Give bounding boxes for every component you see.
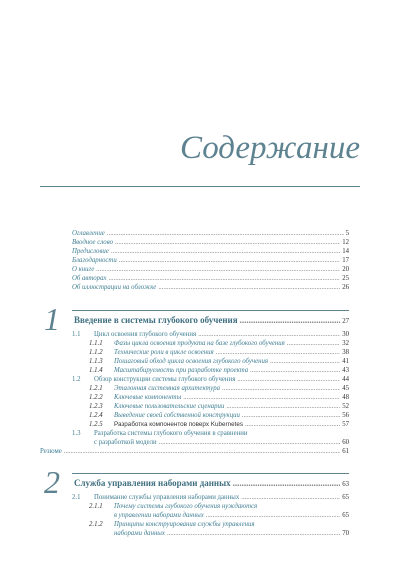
section-title: Обзор конструкции системы глубокого обучения	[94, 376, 236, 383]
chapter-title: Служба управления наборами данных	[74, 478, 231, 488]
chapter-title-entry[interactable]	[74, 314, 349, 328]
dot-leader	[119, 256, 340, 265]
dot-leader	[240, 314, 341, 326]
chapter-divider	[72, 473, 349, 474]
section-title: Выведение своей собственной конструкции	[114, 412, 240, 419]
toc-entry[interactable]	[72, 274, 349, 283]
toc-subsection[interactable]	[89, 357, 349, 366]
toc-entry[interactable]	[72, 283, 349, 292]
toc-subsection[interactable]	[89, 502, 349, 511]
page-number: 45	[342, 385, 349, 392]
chapter-title: Введение в системы глубокого обучения	[74, 315, 238, 325]
dot-leader	[242, 411, 340, 420]
page-number: 56	[342, 412, 349, 419]
chapter-divider	[72, 310, 349, 311]
toc-subsection-continuation[interactable]	[114, 529, 349, 538]
page-number: 14	[342, 248, 349, 255]
page-number: 41	[342, 358, 349, 365]
section-number: 1.2.2	[89, 394, 103, 401]
section-title-continuation: в управлении наборами данных	[114, 512, 204, 519]
page-number: 48	[342, 394, 349, 401]
page-number: 70	[342, 530, 349, 537]
section-title-continuation: наборами данных	[114, 530, 165, 537]
section-number: 2.1.1	[89, 503, 103, 510]
chapter-number: 2	[44, 464, 60, 500]
chapter-sections	[40, 330, 349, 456]
toc-entry[interactable]	[72, 247, 349, 256]
chapter-title-entry[interactable]	[74, 477, 349, 491]
toc-entry-label: Об иллюстрации на обложке	[72, 284, 157, 291]
dot-leader	[222, 384, 340, 393]
page-number: 12	[342, 239, 349, 246]
page-number: 57	[342, 421, 349, 428]
dot-leader	[226, 402, 340, 411]
dot-leader	[183, 393, 340, 402]
page-number: 60	[342, 439, 349, 446]
toc-entry-label: Об авторах	[72, 275, 107, 282]
toc-subsection[interactable]	[89, 402, 349, 411]
toc-summary[interactable]	[40, 447, 349, 456]
toc-section-continuation[interactable]	[94, 438, 349, 447]
section-title: Фазы цикла освоения продукта на базе глубокого обучения	[114, 340, 285, 347]
section-title: Разработка компонентов поверх Kubernetes	[114, 421, 243, 428]
dot-leader	[237, 375, 340, 384]
section-number: 1.2.1	[89, 385, 103, 392]
toc-subsection[interactable]	[89, 393, 349, 402]
section-number: 1.1.4	[89, 367, 103, 374]
toc-subsection[interactable]	[89, 520, 349, 529]
section-title: Понимание службы управления наборами данных	[94, 494, 240, 501]
section-number: 2.1	[72, 494, 81, 501]
dot-leader	[233, 477, 341, 489]
section-title: Эталонная системная архитектура	[114, 385, 220, 392]
section-title: Резюме	[40, 448, 62, 455]
page-number: 25	[342, 275, 349, 282]
dot-leader	[241, 493, 340, 502]
toc-entry[interactable]	[72, 238, 349, 247]
page-number: 30	[342, 331, 349, 338]
dot-leader	[115, 238, 340, 247]
page-number: 17	[342, 257, 349, 264]
toc-entry-label: Благодарности	[72, 257, 117, 264]
page-number: 61	[342, 448, 349, 455]
page-number: 63	[342, 481, 349, 488]
toc-entry[interactable]	[72, 256, 349, 265]
page-number: 26	[342, 284, 349, 291]
toc-subsection[interactable]	[89, 339, 349, 348]
page-number: 52	[342, 403, 349, 410]
page-number: 65	[342, 512, 349, 519]
section-title: Ключевые компоненты	[114, 394, 182, 401]
toc-entry[interactable]	[72, 229, 349, 238]
section-title: Пошаговый обход цикла освоения глубокого обучения	[114, 358, 269, 365]
dot-leader	[245, 420, 340, 429]
toc-section[interactable]	[72, 493, 349, 502]
section-title: Почему системы глубокого обучения нуждаются	[114, 503, 258, 510]
toc-subsection[interactable]	[89, 348, 349, 357]
page-number: 38	[342, 349, 349, 356]
section-title: Масштабируемость при разработке проекта	[114, 367, 249, 374]
dot-leader	[216, 348, 341, 357]
dot-leader	[250, 366, 340, 375]
section-title: Принципы конструирования службы управления	[114, 521, 255, 528]
dot-leader	[198, 330, 340, 339]
chapter-number: 1	[44, 301, 60, 337]
toc-section[interactable]	[72, 330, 349, 339]
section-number: 1.1.3	[89, 358, 103, 365]
section-title: Цикл освоения глубокого обучения	[94, 331, 197, 338]
section-number: 1.2.3	[89, 403, 103, 410]
section-number: 1.3	[72, 430, 81, 437]
page-number: 65	[342, 494, 349, 501]
front-matter-list	[72, 229, 349, 292]
dot-leader	[107, 229, 344, 238]
dot-leader	[270, 357, 340, 366]
toc-entry[interactable]	[72, 265, 349, 274]
toc-section[interactable]	[72, 375, 349, 384]
section-number: 1.1.1	[89, 340, 103, 347]
dot-leader	[109, 274, 341, 283]
dot-leader	[206, 511, 340, 520]
page-number: 5	[345, 230, 349, 237]
section-title: Разработка системы глубокого обучения в сравнении	[94, 430, 248, 437]
section-number: 1.1	[72, 331, 81, 338]
section-title-continuation: с разработкой модели	[94, 439, 157, 446]
section-number: 1.2	[72, 376, 81, 383]
page-number: 43	[342, 367, 349, 374]
section-number: 1.2.4	[89, 412, 103, 419]
page-number: 32	[342, 340, 349, 347]
dot-leader	[167, 529, 340, 538]
toc-subsection[interactable]	[89, 366, 349, 375]
toc-entry-label: О книге	[72, 266, 95, 273]
toc-entry-label: Оглавление	[72, 230, 105, 237]
dot-leader	[64, 447, 340, 456]
toc-entry-label: Вводное слово	[72, 239, 113, 246]
page-number: 44	[342, 376, 349, 383]
dot-leader	[159, 438, 341, 447]
page-number: 27	[342, 318, 349, 325]
dot-leader	[111, 247, 340, 256]
chapter-sections	[40, 493, 349, 538]
toc-subsection-continuation[interactable]	[114, 511, 349, 520]
dot-leader	[287, 339, 340, 348]
toc-subsection[interactable]	[89, 384, 349, 393]
page-number: 20	[342, 266, 349, 273]
toc-section[interactable]	[72, 429, 349, 438]
section-number: 1.1.2	[89, 349, 103, 356]
section-title: Технические роли в цикле освоения	[114, 349, 214, 356]
dot-leader	[158, 283, 340, 292]
title-divider	[40, 186, 360, 187]
toc-entry-label: Предисловие	[72, 248, 109, 255]
toc-subsection[interactable]	[89, 411, 349, 420]
section-number: 2.1.2	[89, 521, 103, 528]
section-number: 1.2.5	[89, 421, 103, 428]
section-title: Ключевые пользовательские сценарии	[114, 403, 225, 410]
dot-leader	[96, 265, 340, 274]
page-title: Содержание	[179, 130, 360, 166]
toc-subsection[interactable]	[89, 420, 349, 429]
